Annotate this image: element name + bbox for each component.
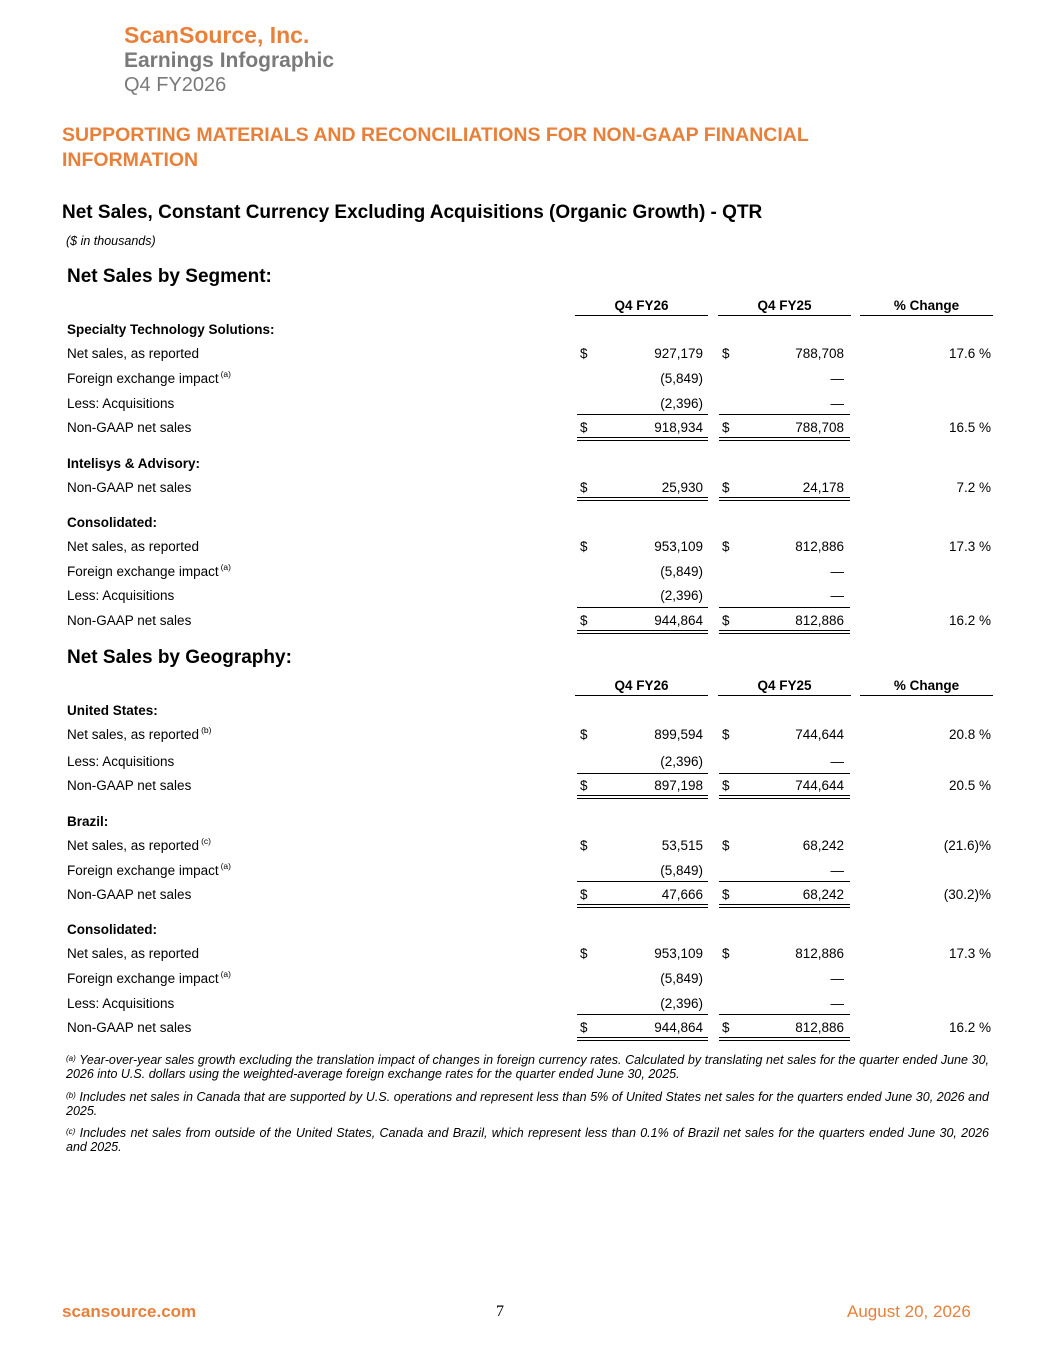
group-header-row [0,456,1055,476]
row-label: Less: Acquisitions [67,588,175,603]
total-double-line [719,497,850,501]
currency-symbol: $ [580,946,588,961]
table-row [0,1020,1055,1040]
segment-title: Net Sales by Segment: [67,266,272,287]
row-label: Less: Acquisitions [67,396,175,411]
table-row [0,754,1055,774]
currency-symbol: $ [722,613,730,628]
subtotal-line [719,1014,850,1015]
value-q4-fy25: 812,886 [795,539,844,554]
currency-symbol: $ [580,778,588,793]
total-double-line [577,1037,708,1041]
table-row [0,564,1055,584]
subtotal-line [577,773,708,774]
currency-symbol: $ [722,727,730,742]
value-pct-change: 16.2 % [948,613,991,628]
currency-symbol: $ [580,613,588,628]
footnote-b: $^{(b)}$ Includes net sales in Canada that are supported by U.S. operations and represent less than 5% of United States net sales for the quarters ended June 30, 2026 and 2025. [66,1090,989,1118]
value-q4-fy26: 47,666 [661,887,703,902]
total-double-line [719,1037,850,1041]
table-row [0,346,1055,366]
value-pct-change: 17.6 % [948,346,991,361]
group-header-row [0,322,1055,342]
currency-symbol: $ [580,727,588,742]
table-row [0,778,1055,798]
currency-symbol: $ [722,778,730,793]
value-q4-fy26: (2,396) [660,754,703,769]
value-pct-change: 20.5 % [948,778,991,793]
value-q4-fy25: — [830,754,844,769]
total-double-line [719,437,850,441]
document-subtitle: Earnings Infographic [124,49,335,72]
row-label: Net sales, as reported [67,946,200,961]
total-double-line [577,437,708,441]
subtotal-line [719,773,850,774]
row-label: Non-GAAP net sales [67,778,192,793]
table-row [0,838,1055,858]
group-header-row [0,515,1055,535]
table-row [0,946,1055,966]
value-q4-fy26: (5,849) [660,863,703,878]
units-note: ($ in thousands) [66,234,156,248]
value-q4-fy26: 953,109 [654,539,703,554]
row-label: Foreign exchange impact $^{(a)}$ [67,562,231,579]
total-double-line [719,904,850,908]
value-q4-fy26: (5,849) [660,971,703,986]
row-label: Non-GAAP net sales [67,1020,192,1035]
group-title: United States: [67,703,158,718]
currency-symbol: $ [580,887,588,902]
value-q4-fy25: 812,886 [795,1020,844,1035]
table-row [0,539,1055,559]
column-header-q4-fy25: Q4 FY25 [718,298,851,316]
page-number: 7 [496,1303,504,1320]
currency-symbol: $ [722,539,730,554]
value-pct-change: 17.3 % [948,946,991,961]
value-q4-fy26: (2,396) [660,588,703,603]
value-pct-change: 16.5 % [948,420,991,435]
row-label: Less: Acquisitions [67,754,175,769]
value-q4-fy26: 944,864 [654,1020,703,1035]
total-double-line [577,630,708,634]
row-label: Foreign exchange impact $^{(a)}$ [67,369,231,386]
geography-title: Net Sales by Geography: [67,647,292,668]
footnote-marker: (c) [201,836,211,846]
value-q4-fy26: (2,396) [660,996,703,1011]
value-q4-fy26: (5,849) [660,371,703,386]
currency-symbol: $ [722,887,730,902]
value-q4-fy25: 744,644 [795,778,844,793]
value-q4-fy25: — [830,371,844,386]
footnote-marker: (a) [220,969,231,979]
value-q4-fy26: 927,179 [654,346,703,361]
value-q4-fy25: 788,708 [795,346,844,361]
value-pct-change: 17.3 % [948,539,991,554]
column-header-q4-fy26: Q4 FY26 [575,298,708,316]
document-period: Q4 FY2026 [124,74,227,96]
currency-symbol: $ [722,480,730,495]
value-q4-fy25: 68,242 [802,887,844,902]
total-double-line [719,630,850,634]
table-row [0,971,1055,991]
value-q4-fy25: 68,242 [802,838,844,853]
footnote-a: $^{(a)}$ Year-over-year sales growth excluding the translation impact of changes in foreign currency rates. Calculated by translating net sales for the quarter ended June 30, 2026 into U.S. dollars using the weighted-average foreign exchange rates for the quarter ended June 30, 2025. [66,1053,989,1081]
footer-website-link[interactable]: scansource.com [62,1302,197,1321]
footnote-marker: (c) [66,1127,76,1136]
currency-symbol: $ [580,346,588,361]
row-label: Net sales, as reported [67,539,200,554]
table-row [0,480,1055,500]
column-header-q4-fy25: Q4 FY25 [718,678,851,696]
total-double-line [577,497,708,501]
currency-symbol: $ [722,838,730,853]
value-pct-change: 20.8 % [948,727,991,742]
value-q4-fy25: — [830,396,844,411]
value-q4-fy26: 899,594 [654,727,703,742]
group-title: Consolidated: [67,922,157,937]
subtotal-line [719,414,850,415]
row-label: Net sales, as reported $^{(c)}$ [67,836,211,853]
group-title: Specialty Technology Solutions: [67,322,275,337]
table-row [0,863,1055,883]
currency-symbol: $ [580,480,588,495]
value-q4-fy25: — [830,996,844,1011]
value-q4-fy26: 25,930 [661,480,703,495]
table-row [0,420,1055,440]
value-q4-fy26: (2,396) [660,396,703,411]
subtotal-line [577,607,708,608]
subtotal-line [577,1014,708,1015]
value-q4-fy25: 24,178 [802,480,844,495]
currency-symbol: $ [722,1020,730,1035]
value-q4-fy26: 944,864 [654,613,703,628]
value-pct-change: 7.2 % [956,480,991,495]
currency-symbol: $ [722,946,730,961]
group-header-row [0,922,1055,942]
total-double-line [577,795,708,799]
row-label: Non-GAAP net sales [67,887,192,902]
currency-symbol: $ [722,420,730,435]
value-q4-fy25: — [830,564,844,579]
value-q4-fy25: — [830,971,844,986]
currency-symbol: $ [580,539,588,554]
footnote-c: $^{(c)}$ Includes net sales from outside of the United States, Canada and Brazil, which represent less than 0.1% of Brazil net sales for the quarters ended June 30, 2026 and 2025. [66,1126,989,1154]
section-title: SUPPORTING MATERIALS AND RECONCILIATIONS FOR NON-GAAP FINANCIAL INFORMATION [62,124,809,171]
row-label: Foreign exchange impact $^{(a)}$ [67,861,231,878]
group-title: Consolidated: [67,515,157,530]
footer-date: August 20, 2026 [847,1302,971,1321]
value-q4-fy25: 788,708 [795,420,844,435]
table-row [0,396,1055,416]
subtotal-line [577,881,708,882]
currency-symbol: $ [580,838,588,853]
group-title: Brazil: [67,814,109,829]
value-pct-change: (21.6)% [943,838,991,853]
row-label: Less: Acquisitions [67,996,175,1011]
value-q4-fy26: 53,515 [661,838,703,853]
footnote-marker: (b) [201,725,212,735]
table-row [0,371,1055,391]
table-title: Net Sales, Constant Currency Excluding Acquisitions (Organic Growth) - QTR [62,202,763,223]
table-row [0,727,1055,747]
value-q4-fy25: 812,886 [795,946,844,961]
currency-symbol: $ [580,420,588,435]
value-pct-change: 16.2 % [948,1020,991,1035]
footnote-marker: (a) [220,861,231,871]
row-label: Net sales, as reported $^{(b)}$ [67,725,212,742]
table-row [0,887,1055,907]
value-q4-fy25: 744,644 [795,727,844,742]
subtotal-line [577,414,708,415]
row-label: Net sales, as reported [67,346,200,361]
currency-symbol: $ [580,1020,588,1035]
table-row [0,588,1055,608]
row-label: Foreign exchange impact $^{(a)}$ [67,969,231,986]
total-double-line [719,795,850,799]
row-label: Non-GAAP net sales [67,480,192,495]
column-header-pct-change: % Change [860,298,993,316]
value-q4-fy25: 812,886 [795,613,844,628]
value-q4-fy26: 953,109 [654,946,703,961]
value-q4-fy26: (5,849) [660,564,703,579]
total-double-line [577,904,708,908]
value-q4-fy25: — [830,863,844,878]
value-q4-fy25: — [830,588,844,603]
footnote-marker: (a) [66,1054,76,1063]
currency-symbol: $ [722,346,730,361]
value-q4-fy26: 897,198 [654,778,703,793]
subtotal-line [719,881,850,882]
row-label: Non-GAAP net sales [67,420,192,435]
group-header-row [0,814,1055,834]
footnote-marker: (b) [66,1091,76,1100]
footnote-marker: (a) [220,369,231,379]
column-header-q4-fy26: Q4 FY26 [575,678,708,696]
row-label: Non-GAAP net sales [67,613,192,628]
group-title: Intelisys & Advisory: [67,456,201,471]
table-row [0,613,1055,633]
value-q4-fy26: 918,934 [654,420,703,435]
footnote-marker: (a) [220,562,231,572]
value-pct-change: (30.2)% [943,887,991,902]
group-header-row [0,703,1055,723]
subtotal-line [719,607,850,608]
column-header-pct-change: % Change [860,678,993,696]
table-row [0,996,1055,1016]
company-name: ScanSource, Inc. [124,22,310,48]
